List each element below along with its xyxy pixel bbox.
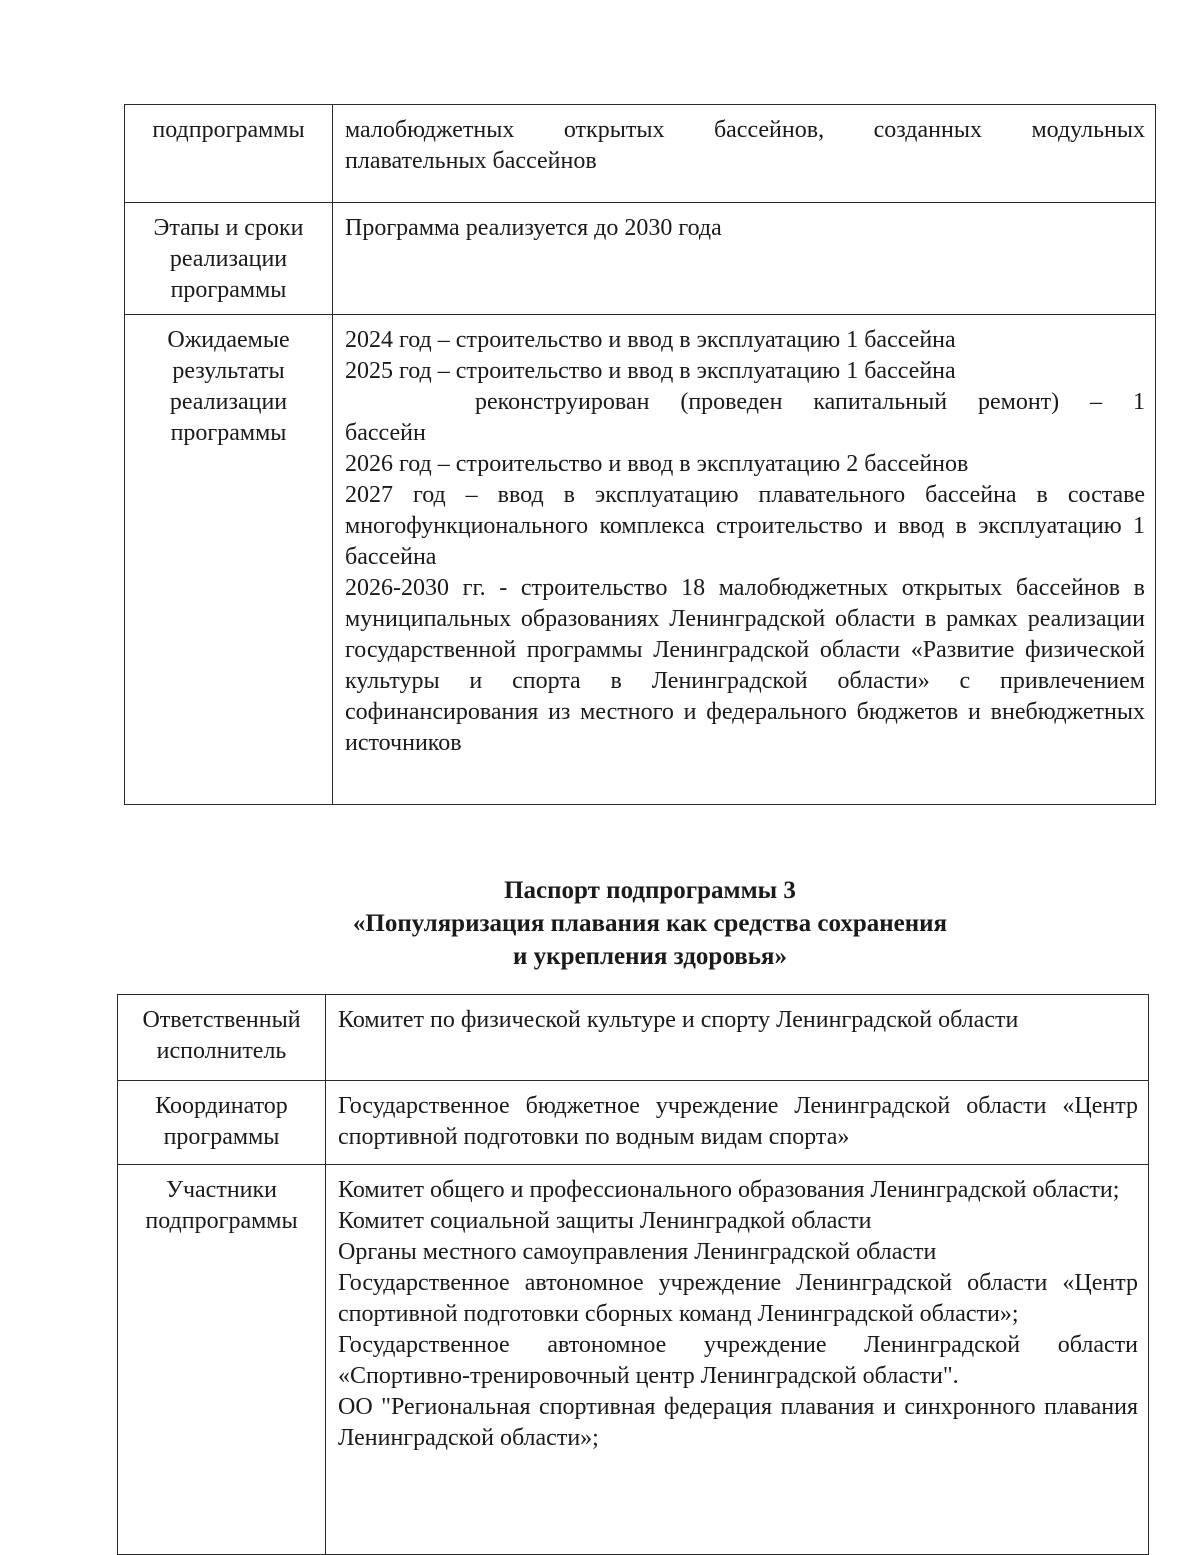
row-value-line: реконструирован (проведен капитальный ремонт) – 1 [475, 389, 1145, 415]
row-value [326, 995, 1149, 1081]
row-label: Участники подпрограммы [118, 1165, 326, 1555]
row-label: Этапы и сроки реализации программы [125, 203, 333, 315]
heading-line: и укрепления здоровья» [513, 943, 787, 970]
table-row [118, 1165, 1149, 1555]
row-value-line: 2024 год – строительство и ввод в эксплуатацию 1 бассейна [345, 327, 956, 353]
row-value-line: малобюджетных открытых бассейнов, созданных модульных [345, 117, 1145, 143]
table-row [125, 105, 1156, 203]
row-value-line: Комитет социальной защиты Ленинградкой области [338, 1208, 872, 1234]
heading-line: «Популяризация плавания как средства сохранения [352, 910, 948, 937]
row-value-line: бассейн [345, 420, 426, 446]
row-value-line: 2027 год – ввод в эксплуатацию плавательного бассейна в составе многофункционального комплекса строительство и ввод в эксплуатацию 1 бассейна [345, 482, 1145, 570]
row-value-line: Государственное автономное учреждение Ленинградской области «Центр спортивной подготовки сборных команд Ленинградской области»; [338, 1270, 1138, 1327]
row-value [326, 1081, 1149, 1165]
heading-line: Паспорт подпрограммы 3 [504, 877, 796, 904]
row-value [333, 315, 1156, 805]
row-value-line: Органы местного самоуправления Ленинградской области [338, 1239, 937, 1265]
row-value-line: ОО "Региональная спортивная федерация плавания и синхронного плавания Ленинградской области»; [338, 1394, 1138, 1451]
row-label: Ответственный исполнитель [118, 995, 326, 1081]
row-label: Координатор программы [118, 1081, 326, 1165]
row-value [326, 1165, 1149, 1555]
row-value-line: Программа реализуется до 2030 года [345, 215, 722, 241]
table-row [118, 995, 1149, 1081]
table-row [118, 1081, 1149, 1165]
passport-table-subprogram-3 [117, 994, 1149, 1555]
row-value-line: Комитет по физической культуре и спорту Ленинградской области [338, 1007, 1019, 1033]
passport-table-continuation [124, 104, 1156, 805]
row-value-line: 2025 год – строительство и ввод в эксплуатацию 1 бассейна [345, 358, 956, 384]
row-value [333, 203, 1156, 315]
table-row [125, 203, 1156, 315]
row-value-line: плавательных бассейнов [345, 148, 597, 174]
row-value [333, 105, 1156, 203]
row-value-line: Государственное бюджетное учреждение Ленинградской области «Центр спортивной подготовки по водным видам спорта» [338, 1093, 1138, 1150]
row-value-line: 2026 год – строительство и ввод в эксплуатацию 2 бассейнов [345, 451, 969, 477]
row-value-line: 2026-2030 гг. - строительство 18 малобюджетных открытых бассейнов в муниципальных образованиях Ленинградской области в рамках реализации государственной программы Ленинградской области «Развитие физической культуры и спорта в Ленинградской области» с привлечением софинансирования из местного и федерального бюджетов и внебюджетных источников [345, 575, 1145, 756]
row-value-line: Государственное автономное учреждение Ленинградской области «Спортивно-тренировочный центр Ленинградской области". [338, 1332, 1138, 1389]
row-label: Ожидаемые результаты реализации программы [125, 315, 333, 805]
row-value-line: Комитет общего и профессионального образования Ленинградской области; [338, 1177, 1120, 1203]
row-label: подпрограммы [125, 105, 333, 203]
subprogram-passport-heading [150, 874, 1150, 973]
table-row [125, 315, 1156, 805]
